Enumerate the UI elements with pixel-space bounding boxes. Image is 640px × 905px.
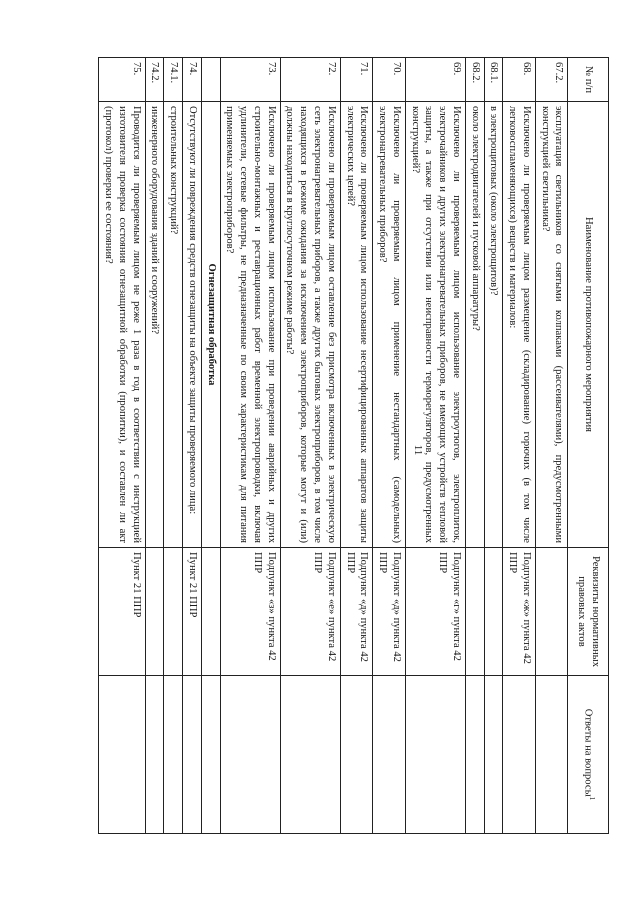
row-requisites: Подпункт «д» пункта 42 ППР: [340, 548, 373, 676]
answer-cell[interactable]: [340, 676, 373, 834]
row-requisites: [145, 548, 164, 676]
row-name: эксплуатация светильников со снятыми колпаками (рассеивателями), предусмотренными конструкцией светильника?: [535, 102, 568, 548]
row-requisites: Подпункт «е» пункта 42 ППР: [280, 548, 340, 676]
table-row: [280, 58, 340, 834]
row-requisites: Подпункт «з» пункта 42 ППР: [220, 548, 280, 676]
header-answers-label: Ответы на вопросы: [582, 708, 594, 797]
table-header-row: [568, 58, 609, 834]
table-row: [465, 58, 484, 834]
row-name: в электрощитовых (около электрощитов)?: [484, 102, 503, 548]
row-requisites: Пункт 21 ППР: [183, 548, 202, 676]
row-name: инженерного оборудования зданий и сооружений?: [145, 102, 164, 548]
row-num: 74.: [183, 58, 202, 102]
row-num: 74.1.: [164, 58, 183, 102]
row-requisites: [484, 548, 503, 676]
row-num: 73.: [220, 58, 280, 102]
row-requisites: Пункт 21 ППР: [99, 548, 145, 676]
table-row: [373, 58, 406, 834]
table-row: [503, 58, 536, 834]
section-title: Огнезащитная обработка: [201, 102, 220, 548]
row-num: 68.2.: [465, 58, 484, 102]
row-requisites: [164, 548, 183, 676]
row-num: 74.2.: [145, 58, 164, 102]
row-name: Исключено ли проверяемым лицом использование несертифицированных аппаратов защиты электрических цепей?: [340, 102, 373, 548]
fire-safety-checklist-table: [98, 57, 609, 834]
answer-cell[interactable]: [465, 676, 484, 834]
header-num: № п/п: [568, 58, 609, 102]
row-requisites: Подпункт «г» пункта 42 ППР: [405, 548, 465, 676]
row-num: 70.: [373, 58, 406, 102]
header-answers: [568, 676, 609, 834]
table-row: [340, 58, 373, 834]
row-name: Исключено ли проверяемым лицом использование электроутюгов, электроплиток, электрочайников и других электронагревательных приборов, не имеющих устройств тепловой защиты, а также при отсутствии или неисправности терморегуляторов, предусмотренных конструкцией?: [405, 102, 465, 548]
section-row: [201, 58, 220, 834]
row-num: 72.: [280, 58, 340, 102]
table-row: [220, 58, 280, 834]
header-name: Наименование противопожарного мероприятия: [568, 102, 609, 548]
row-name: Проводится ли проверяемым лицом не реже 1 раза в год в соответствии с инструкцией изготовителя проверка состояния огнезащитной обработки (пропитки), и составлен ли акт (протокол) проверки ее состояния?: [99, 102, 145, 548]
row-name: Отсутствуют ли повреждения средств огнезащиты на объекте защиты проверяемого лица:: [183, 102, 202, 548]
row-num: 68.1.: [484, 58, 503, 102]
table-row: [164, 58, 183, 834]
row-name: около электродвигателей и пусковой аппаратуры?: [465, 102, 484, 548]
row-requisites: Подпункт «ж» пункта 42 ППР: [503, 548, 536, 676]
answer-cell[interactable]: [164, 676, 183, 834]
header-requisites: Реквизиты нормативных правовых актов: [568, 548, 609, 676]
answer-cell[interactable]: [99, 676, 145, 834]
row-name: строительных конструкций?: [164, 102, 183, 548]
table-row: [484, 58, 503, 834]
answer-cell[interactable]: [220, 676, 280, 834]
answer-cell[interactable]: [503, 676, 536, 834]
answer-cell[interactable]: [145, 676, 164, 834]
row-num: 75.: [99, 58, 145, 102]
row-num: 69.: [405, 58, 465, 102]
answer-cell[interactable]: [280, 676, 340, 834]
answer-cell[interactable]: [484, 676, 503, 834]
row-requisites: [465, 548, 484, 676]
row-requisites: [535, 548, 568, 676]
table-row: [183, 58, 202, 834]
rotated-page-content: [74, 57, 609, 833]
row-name: Исключено ли проверяемым лицом размещение (складирование) горючих (в том числе легковоспламеняющихся) веществ и материалов:: [503, 102, 536, 548]
answer-cell[interactable]: [183, 676, 202, 834]
section-answer-cell: [201, 676, 220, 834]
section-requisites-cell: [201, 548, 220, 676]
table-row: [535, 58, 568, 834]
row-name: Исключено ли проверяемым лицом применение нестандартных (самодельных) электронагревательных приборов?: [373, 102, 406, 548]
table-row: [405, 58, 465, 834]
row-name: Исключено ли проверяемым лицом использование при проведении аварийных и других строительно-монтажных и реставрационных работ временной электропроводки, включая удлинители, сетевые фильтры, не предназначенные по своим характеристикам для питания применяемых электроприборов?: [220, 102, 280, 548]
answer-cell[interactable]: [373, 676, 406, 834]
row-name: Исключено ли проверяемым лицом оставление без присмотра включенных в электрическую сеть электронагревательных приборов, а также других бытовых электроприборов, в том числе находящихся в режиме ожидания за исключением электроприборов, которые могут и (или) должны находиться в круглосуточном режиме работы?: [280, 102, 340, 548]
row-num: 71.: [340, 58, 373, 102]
page-number: 11: [412, 444, 424, 456]
section-num-cell: [201, 58, 220, 102]
row-num: 67.2.: [535, 58, 568, 102]
answer-cell[interactable]: [535, 676, 568, 834]
row-num: 68.: [503, 58, 536, 102]
table-row: [145, 58, 164, 834]
header-answers-footnote: 1: [587, 796, 596, 801]
answer-cell[interactable]: [405, 676, 465, 834]
row-requisites: Подпункт «д» пункта 42 ППР: [373, 548, 406, 676]
table-row: [99, 58, 145, 834]
